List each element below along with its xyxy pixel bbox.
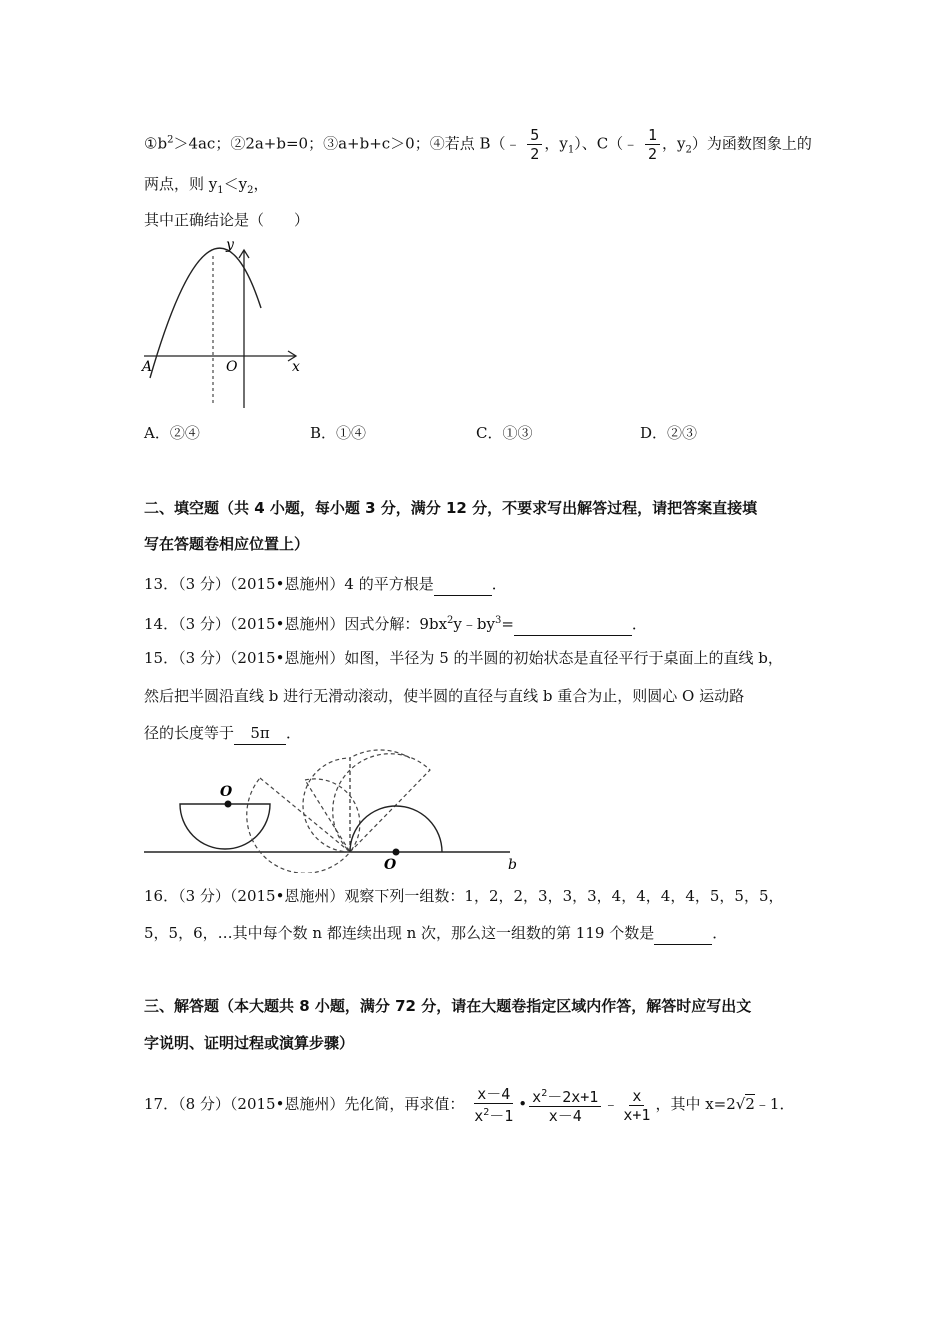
- q14-text-a: 14．（3 分）（2015•恩施州）因式分解：9bx: [144, 615, 448, 633]
- q15-line2: 然后把半圆沿直线 b 进行无滑动滚动，使半圆的直径与直线 b 重合为止，则圆心 O 运动路: [144, 687, 745, 705]
- frac-den: x+1: [623, 1105, 651, 1124]
- q14-sup: 2: [447, 615, 454, 626]
- x-axis-label: x: [292, 359, 300, 375]
- rolling-position-1: [247, 778, 350, 873]
- origin-label: O: [226, 359, 238, 375]
- q12-fraction-b: [527, 126, 542, 163]
- q12-l2-a: 两点，则 y: [144, 175, 218, 193]
- q12-text-b: ＞4ac；②2a+b=0；③a+b+c＞0；④若点 B（﹣: [173, 134, 521, 153]
- q12-l2-sub: 2: [247, 185, 254, 196]
- center-o-initial: [225, 801, 232, 808]
- o-label-top: O: [220, 784, 233, 800]
- q15-suffix: ．: [286, 724, 302, 742]
- q12-l2-b: ＜y: [223, 175, 248, 193]
- q17-fraction-3: [620, 1087, 653, 1124]
- q17: [144, 1080, 794, 1128]
- q12-statements: [144, 126, 812, 163]
- q14-eq: =: [501, 615, 514, 633]
- num-sup: 2: [541, 1088, 548, 1099]
- frac-den: x－4: [548, 1107, 582, 1125]
- q16-text: 5，5，6，…其中每个数 n 都连续出现 n 次，那么这一组数的第 119 个数是: [144, 924, 655, 942]
- q17-fraction-2: [529, 1085, 601, 1125]
- option-c: C．①③: [476, 424, 533, 442]
- q12-text-c: ，y: [544, 134, 568, 153]
- q12-question: 其中正确结论是（ ）: [144, 211, 310, 229]
- final-semicircle: [350, 806, 442, 852]
- q13: [144, 573, 507, 596]
- q12-text-e: ，y: [661, 134, 686, 153]
- q17-dot: •: [518, 1095, 528, 1113]
- frac-num: x－4: [474, 1085, 513, 1104]
- frac-den: [471, 1104, 516, 1125]
- num-a: x: [532, 1088, 542, 1106]
- q16-answer-blank[interactable]: [654, 922, 712, 945]
- frac-num: 5: [527, 126, 542, 145]
- den-b: －1: [489, 1107, 514, 1125]
- q12-parabola-figure: [138, 238, 308, 413]
- q12-sub: 1: [567, 144, 575, 156]
- center-o-final: [393, 849, 400, 856]
- q13-text: 13．（3 分）（2015•恩施州）4 的平方根是: [144, 575, 434, 593]
- q12-text-d: ）、C（﹣: [574, 134, 639, 153]
- rolling-position-3: [303, 758, 350, 852]
- frac-num: [529, 1085, 601, 1107]
- frac-den: 2: [530, 145, 540, 163]
- q12-text-a: ①b: [144, 134, 168, 153]
- q17-text: 17．（8 分）（2015•恩施州）先化简，再求值：: [144, 1095, 465, 1113]
- q17-fraction-1: [471, 1085, 516, 1125]
- q15-answer: 5π: [234, 722, 286, 745]
- frac-den: 2: [647, 145, 657, 163]
- q12-sup: 2: [167, 134, 174, 146]
- q14-sup: 3: [494, 615, 502, 626]
- q13-suffix: ．: [491, 575, 507, 593]
- q14-suffix: ．: [631, 615, 647, 633]
- num-b: －2x+1: [547, 1088, 599, 1106]
- point-a-label: A: [142, 359, 153, 375]
- q13-answer-blank[interactable]: [434, 573, 492, 596]
- q15-text: 径的长度等于: [144, 724, 235, 742]
- y-axis-label: y: [226, 238, 234, 253]
- q14-answer-blank[interactable]: [514, 613, 632, 636]
- q12-l2-sub: 1: [217, 185, 224, 196]
- q12-text-f: ）为函数图象上的: [691, 134, 812, 153]
- b-label: b: [508, 857, 517, 873]
- section2-title-line2: 写在答题卷相应位置上）: [144, 535, 310, 553]
- q17-where: ，其中 x=2: [655, 1095, 736, 1113]
- rolling-position-4: [333, 754, 430, 852]
- rolling-position-5: [350, 750, 410, 852]
- frac-num: x: [629, 1087, 644, 1106]
- q17-tail: ﹣1．: [754, 1095, 795, 1113]
- option-b: B．①④: [310, 424, 367, 442]
- q17-sqrt-arg: 2: [745, 1095, 755, 1113]
- q12-sub: 2: [685, 144, 692, 156]
- q15-rolling-semicircle-figure: [140, 738, 530, 873]
- frac-num: 1: [645, 126, 660, 145]
- q14: [144, 610, 647, 636]
- den-a: x: [474, 1107, 484, 1125]
- o-label-bottom: O: [384, 857, 397, 873]
- option-a: A．②④: [144, 424, 200, 442]
- q12-line2: [144, 173, 269, 202]
- q16-line2: [144, 922, 727, 945]
- initial-semicircle: [180, 804, 270, 849]
- option-d: D．②③: [640, 424, 698, 442]
- section2-title-line1: 二、填空题（共 4 小题，每小题 3 分，满分 12 分，不要求写出解答过程，请把答案直接填: [144, 499, 758, 517]
- section3-title-line1: 三、解答题（本大题共 8 小题，满分 72 分，请在大题卷指定区域内作答，解答时应写出文: [144, 997, 752, 1015]
- q16-suffix: ．: [712, 924, 728, 942]
- q15-line1: 15．（3 分）（2015•恩施州）如图，半径为 5 的半圆的初始状态是直径平行于桌面上的直线 b，: [144, 649, 783, 667]
- den-sup: 2: [483, 1107, 490, 1118]
- q17-minus: ﹣: [603, 1095, 619, 1113]
- q14-text-b: y﹣by: [453, 615, 495, 633]
- q12-l2-c: ，: [253, 175, 269, 193]
- sqrt-icon: √: [735, 1095, 746, 1113]
- q16-line1: 16．（3 分）（2015•恩施州）观察下列一组数：1，2，2，3，3，3，4，4，4，4，5，5，5，: [144, 887, 784, 905]
- q12-fraction-c: [645, 126, 660, 163]
- section3-title-line2: 字说明、证明过程或演算步骤）: [144, 1034, 355, 1052]
